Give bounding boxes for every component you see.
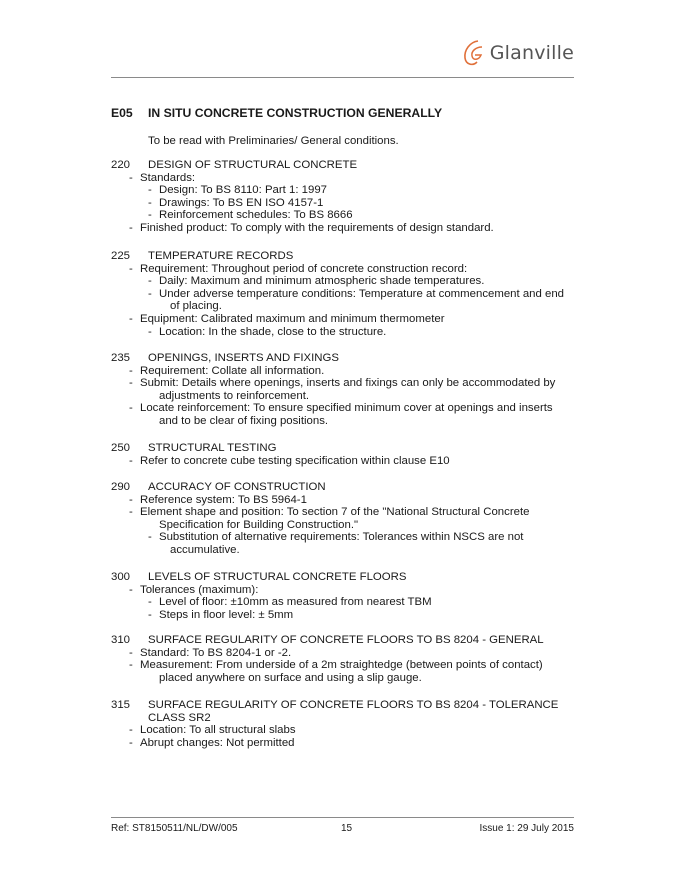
list-item: - Location: In the shade, close to the structure. <box>148 325 387 338</box>
page-footer <box>111 823 574 837</box>
clause-220 <box>111 159 574 235</box>
list-item: - Reinforcement schedules: To BS 8666 <box>148 209 353 222</box>
clause-number: 250 <box>111 442 131 454</box>
clause-number: 290 <box>111 481 131 493</box>
clause-315 <box>111 699 574 749</box>
list-item-continuation: of placing. <box>170 300 222 313</box>
list-item: - Design: To BS 8110: Part 1: 1997 <box>148 184 328 197</box>
list-item: - Measurement: From underside of a 2m straightedge (between points of contact) <box>129 659 543 672</box>
page-number: 15 <box>341 823 353 834</box>
clause-title: TEMPERATURE RECORDS <box>148 250 294 262</box>
list-item: - Standard: To BS 8204-1 or -2. <box>129 646 292 659</box>
list-item: - Substitution of alternative requirements: Tolerances within NSCS are not <box>148 531 524 544</box>
brand-logo <box>462 38 574 68</box>
list-item-continuation: and to be clear of fixing positions. <box>159 414 329 427</box>
clause-250 <box>111 442 574 467</box>
list-item: - Reference system: To BS 5964-1 <box>129 493 307 506</box>
issue-date: Issue 1: 29 July 2015 <box>479 823 574 834</box>
clause-number: 235 <box>111 352 131 364</box>
document-title <box>111 106 442 120</box>
glanville-logo-mark-icon <box>462 38 486 68</box>
header-divider <box>111 77 574 78</box>
clause-300 <box>111 571 574 621</box>
clause-title: OPENINGS, INSERTS AND FIXINGS <box>148 352 339 364</box>
list-item: - Element shape and position: To section 7 of the "National Structural Concrete <box>129 506 530 519</box>
list-item: - Drawings: To BS EN ISO 4157-1 <box>148 196 324 209</box>
clause-title: LEVELS OF STRUCTURAL CONCRETE FLOORS <box>148 571 407 583</box>
clause-290 <box>111 481 574 557</box>
clause-235 <box>111 352 574 428</box>
list-item: - Submit: Details where openings, inserts and fixings can only be accommodated by <box>129 377 556 390</box>
clause-title: SURFACE REGULARITY OF CONCRETE FLOORS TO BS 8204 - GENERAL <box>148 634 544 646</box>
footer-divider <box>111 817 574 818</box>
clause-number: 315 <box>111 699 131 711</box>
list-item: - Level of floor: ±10mm as measured from nearest TBM <box>148 596 432 609</box>
list-item-continuation: accumulative. <box>170 543 240 556</box>
list-item: - Refer to concrete cube testing specification within clause E10 <box>129 454 450 467</box>
clause-title: DESIGN OF STRUCTURAL CONCRETE <box>148 159 358 171</box>
clause-225 <box>111 250 574 338</box>
list-item: - Standards: <box>129 171 196 184</box>
clause-title-continuation: CLASS SR2 <box>148 711 211 724</box>
list-item: - Finished product: To comply with the requirements of design standard. <box>129 221 494 234</box>
clause-number: 300 <box>111 571 131 583</box>
clause-title: SURFACE REGULARITY OF CONCRETE FLOORS TO BS 8204 - TOLERANCE <box>148 699 559 711</box>
list-item: - Location: To all structural slabs <box>129 724 296 737</box>
list-item: - Daily: Maximum and minimum atmospheric shade temperatures. <box>148 275 485 288</box>
list-item: - Requirement: Throughout period of concrete construction record: <box>129 262 468 275</box>
section-code: E05 <box>111 106 133 120</box>
list-item: - Requirement: Collate all information. <box>129 364 325 377</box>
clause-number: 220 <box>111 159 131 171</box>
list-item: - Abrupt changes: Not permitted <box>129 736 295 749</box>
list-item-continuation: Specification for Building Construction." <box>159 518 359 531</box>
brand-name: Glanville <box>489 42 574 64</box>
list-item: - Equipment: Calibrated maximum and minimum thermometer <box>129 312 445 325</box>
clause-number: 310 <box>111 634 131 646</box>
list-item: - Locate reinforcement: To ensure specified minimum cover at openings and inserts <box>129 402 553 415</box>
document-reference: Ref: ST8150511/NL/DW/005 <box>111 823 238 834</box>
clause-title: ACCURACY OF CONSTRUCTION <box>148 481 326 493</box>
intro-text: To be read with Preliminaries/ General conditions. <box>148 135 399 147</box>
list-item: - Under adverse temperature conditions: Temperature at commencement and end <box>148 287 565 300</box>
clause-number: 225 <box>111 250 131 262</box>
list-item-continuation: placed anywhere on surface and using a slip gauge. <box>159 671 422 684</box>
clause-310 <box>111 634 574 684</box>
clause-title: STRUCTURAL TESTING <box>148 442 277 454</box>
section-title: IN SITU CONCRETE CONSTRUCTION GENERALLY <box>148 106 443 120</box>
list-item: - Tolerances (maximum): <box>129 583 259 596</box>
list-item: - Steps in floor level: ± 5mm <box>148 608 294 621</box>
list-item-continuation: adjustments to reinforcement. <box>159 389 310 402</box>
